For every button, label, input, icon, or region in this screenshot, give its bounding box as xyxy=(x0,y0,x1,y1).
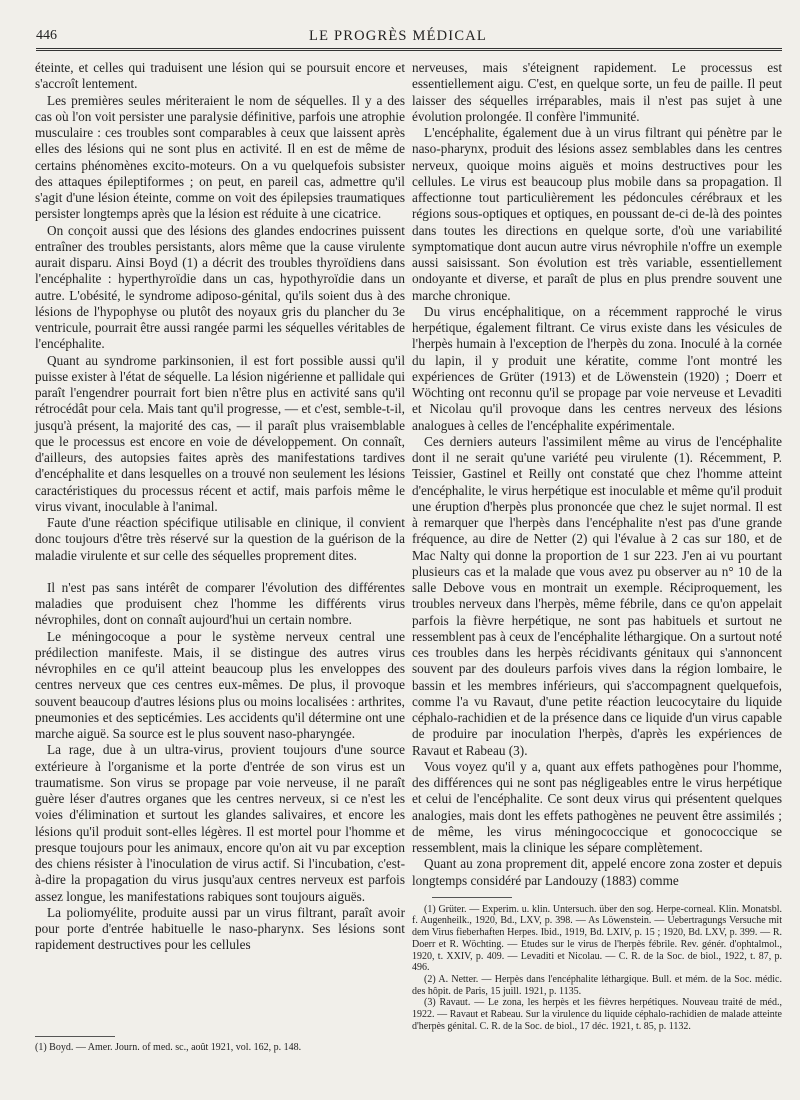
paragraph: Faute d'une réaction spécifique utilisable en clinique, il convient donc toujours d'être très réservé sur la question de la guérison de la maladie virulente et sur celle des séquelles proprement dites. xyxy=(35,515,405,563)
page-number: 446 xyxy=(36,28,57,43)
paragraph: Il n'est pas sans intérêt de comparer l'évolution des différentes maladies que produisent chez l'homme les différents virus névrophiles, dont on connaît aujourd'hui un certain nombre. xyxy=(35,579,405,628)
paragraph: La poliomyélite, produite aussi par un virus filtrant, paraît avoir pour porte d'entrée habituelle le naso-pharynx. Ses lésions sont rapidement destructives pour les cellules xyxy=(35,904,405,953)
paragraph: La rage, due à un ultra-virus, provient toujours d'une source extérieure à l'organisme et la porte d'entrée de son virus est un traumatisme. Son virus se propage par voie nerveuse, il ne paraît guère léser d'autres organes que les centres nerveux, si ce n'est les voies d'élimination et surtout les glandes salivaires, et encore les lésions qu'il produit sont-elles légères. Il est mortel pour l'homme et presque toujours pour les animaux, encore qu'on ait vu par exception des chiens résister à l'inoculation de virus actif. Si l'incubation, c'est-à-dire la propagation du virus jusqu'aux centres nerveux est parfois assez longue, les manifestations rabiques sont toujours aiguës. xyxy=(35,742,405,904)
paragraph: Ces derniers auteurs l'assimilent même au virus de l'encéphalite dont il ne serait qu'une variété peu virulente (1). Récemment, P. Teissier, Gastinel et Reilly ont constaté que chez l'homme atteint d'encéphalite, le virus herpétique est inoculable et même qu'il produit une éruption d'herpès plus prononcée que chez le sujet normal. Il est à remarquer que l'herpès dans l'encéphalite n'est pas d'une grande fréquence, au dire de Netter (2) qui l'évalue à 2 cas sur 180, et de Mac Nalty qui donne la proportion de 1 sur 223. J'en ai vu pourtant plusieurs cas et la malade que vous avez pu observer au n° 10 de la salle Debove vous en montrait un exemple. Réciproquement, les troubles nerveux dans l'herpès, même fébrile, dans ce qu'on appelait parfois la fièvre herpétique, ne sont pas habituels et surtout ne ressemblent pas à ceux de l'encéphalite léthargique. On a surtout noté ces troubles dans les herpès récidivants génitaux qui s'annoncent souvent par des douleurs parfois vives dans la région lombaire, le bassin et les membres inférieurs, qui s'accompagnent quelquefois, comme l'a vu Ravaut, d'une petite réaction leucocytaire du liquide céphalo-rachidien et de la présence dans ce liquide d'un virus capable de produire par inoculation l'herpès, d'après les expériences de Ravaut et Rabeau (3). xyxy=(412,433,782,758)
paragraph: Du virus encéphalitique, on a récemment rapproché le virus herpétique, également filtrant. Ce virus existe dans les vésicules de l'herpès humain à l'exception de l'herpès du zona. Inoculé à la cornée du lapin, il y produit une kératite, comme l'ont montré les expériences de Grüter (1913) et de Löwenstein (1920) ; Doerr et Wöchting ont reconnu qu'il se propage par voie nerveuse et Levaditi et Nicolau qu'il provoque dans les centres nerveux des lésions analogues à celles de l'encéphalite expérimentale. xyxy=(412,303,782,433)
paragraph: Quant au syndrome parkinsonien, il est fort possible aussi qu'il puisse exister à l'état de séquelle. La lésion nigérienne et pallidale qui paraît l'engendrer pourrait fort bien n'être plus en activité sans qu'il rétrocédât pour cela. Mais tant qu'il progresse, — et c'est, semble-t-il, jusqu'à présent, la majorité des cas, — il paraît plus vraisemblable que le processus est encore en voie de développement. On connaît, d'ailleurs, des autopsies faites après des manifestations tardives d'encéphalite et dans lesquelles on a trouvé non seulement les lésions caractéristiques du processus récent et actif, mais parfois même le virus vivant, inoculable à l'animal. xyxy=(35,352,405,514)
journal-title: LE PROGRÈS MÉDICAL xyxy=(309,28,487,44)
footnote: (1) Grüter. — Experim. u. klin. Untersuch. über den sog. Herpe-corneal. Klin. Monatsbl. f. Augenheilk., 1920, Bd., LXV, p. 398. — As Löwenstein. — Uebertragungs Versuche mit dem Virus fieberhaften Herpes. Ibid., 1919, Bd. LXIV, p. 15 ; 1920, Bd. LXV, p. 399. — R. Doerr et R. Wöchting. — Etudes sur le virus de l'herpès fébrile. Rev. génér. d'ophtalmol., 1920, t. XXIV, p. 409. — Levaditi et Nicolau. — C. R. de la Soc. de biol., 1922, t. 87, p. 496. xyxy=(412,903,782,974)
paragraph: Le méningocoque a pour le système nerveux central une prédilection manifeste. Mais, il se distingue des autres virus névrophiles en ce qu'il atteint beaucoup plus les enveloppes des centres nerveux que ces centres eux-mêmes. De plus, il provoque souvent beaucoup d'autres lésions plus ou moins localisées : arthrites, pneumonies et des septicémies. Les accidents qu'il détermine ont une marche aiguë. Sa source est le plus souvent naso-pharyngée. xyxy=(35,628,405,741)
running-header xyxy=(36,28,760,50)
footnote-rule xyxy=(432,897,512,898)
footnote-rule xyxy=(35,1036,115,1037)
paragraph: Vous voyez qu'il y a, quant aux effets pathogènes pour l'homme, des différences qui ne sont pas négligeables entre le virus herpétique et celui de l'encéphalite. Ce sont deux virus qui présentent quelques analogies, mais dont les effets pathogènes ne peuvent être assimilés ; de même, les virus méningococcique et gonococcique se ressemblent, mais la clinique les sépare complètement. xyxy=(412,758,782,855)
paragraph: On conçoit aussi que des lésions des glandes endocrines puissent entraîner des troubles persistants, alors même que la cause virulente aurait disparu. Ainsi Boyd (1) a décrit des troubles thyroïdiens dans l'encéphalite : hyperthyroïdie dans un cas, hypothyroïdie dans un autre. L'obésité, le syndrome adiposo-génital, qu'ils soient dus à des lésions de l'hypophyse ou plutôt des noyaux gris du plancher du 3e ventricule, pourrait être aussi rangée parmi les séquelles véritables de l'encéphalite. xyxy=(35,222,405,352)
paragraph: nerveuses, mais s'éteignent rapidement. Le processus est essentiellement aigu. C'est, en quelque sorte, un feu de paille. Il peut laisser des séquelles irréparables, mais il n'est pas sujet à une évolution prolongée. Il confère l'immunité. xyxy=(412,60,782,124)
left-footnote-area xyxy=(35,1036,405,1053)
header-rule-secondary xyxy=(36,50,782,51)
footnote: (2) A. Netter. — Herpès dans l'encéphalite léthargique. Bull. et mém. de la Soc. médic. des hôpit. de Paris, 15 juill. 1921, p. 1135. xyxy=(412,973,782,997)
paragraph: Quant au zona proprement dit, appelé encore zona zoster et depuis longtemps considéré par Landouzy (1883) comme xyxy=(412,856,782,888)
footnote: (3) Ravaut. — Le zona, les herpès et les fièvres herpétiques. Nouveau traité de méd., 1922. — Ravaut et Rabeau. Sur la virulence du liquide céphalo-rachidien de malade atteinte d'herpès génital. C. R. de la Soc. de biol., 17 déc. 1921, t. 85, p. 1132. xyxy=(412,997,782,1032)
footnote: (1) Boyd. — Amer. Journ. of med. sc., août 1921, vol. 162, p. 148. xyxy=(35,1042,302,1053)
header-rule xyxy=(36,48,782,49)
paragraph: L'encéphalite, également due à un virus filtrant qui pénètre par le naso-pharynx, produit des lésions assez semblables dans les centres nerveux, quoique moins aiguës et moins destructives pour les cellules. Le virus est beaucoup plus mobile dans sa propagation. Il affectionne tout particulièrement les pédoncules cérébraux et les régions sous-optiques et optiques, en poussant de-ci de-là des pointes dans toutes les directions en quelque sorte, d'où une variabilité symptomatique dont aucun autre virus névrophile n'offre un exemple aussi saisissant. Son évolution est très variable, essentiellement ondoyante et diverse, et paraît de plus en plus prendre souvent une marche chronique. xyxy=(412,125,782,303)
left-column xyxy=(35,60,405,954)
paragraph: éteinte, et celles qui traduisent une lésion qui se poursuit encore et s'accroît lentement. xyxy=(35,60,405,92)
footnotes xyxy=(412,904,782,1033)
right-column xyxy=(412,60,782,1032)
paragraph: Les premières seules mériteraient le nom de séquelles. Il y a des cas où l'on voit persister une paralysie définitive, parfois une atrophie musculaire : ces troubles sont comparables à ceux que laissent après elles des lésions qui ne sont plus en activité. Il en est de même de certains phénomènes excito-moteurs. On a vu quelquefois subsister des attaques épileptiformes ; on peut, en pareil cas, admettre qu'il s'agit d'une lésion éteinte, comme on voit des épilepsies traumatiques persister longtemps après que la lésion est réduite à une cicatrice. xyxy=(35,92,405,222)
